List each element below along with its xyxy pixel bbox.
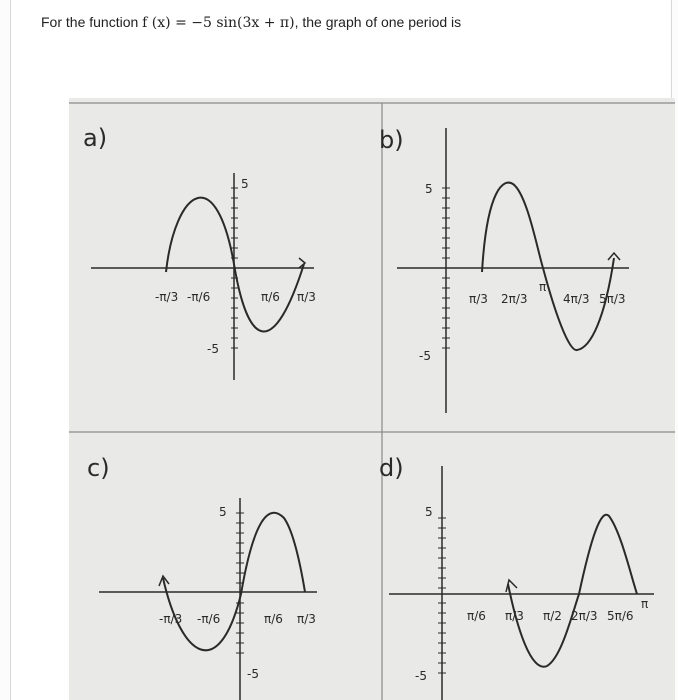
graph-d-tick-4: 2π/3	[571, 609, 598, 623]
graph-a	[83, 124, 316, 380]
graph-b-tick-1: π/3	[469, 292, 488, 306]
graph-a-tick-2: -π/6	[187, 290, 211, 304]
graph-d-tick-2: π/3	[505, 609, 524, 623]
option-b-label: b)	[379, 126, 404, 154]
graph-b-tick-5: 5π/3	[599, 292, 626, 306]
graph-d-ymax-label: 5	[425, 505, 433, 519]
graph-c-tick-2: -π/6	[197, 612, 221, 626]
option-c-label: c)	[87, 454, 110, 482]
graph-b-tick-4: 4π/3	[563, 292, 590, 306]
graph-a-tick-1: -π/3	[155, 290, 179, 304]
graph-c-tick-1: -π/3	[159, 612, 183, 626]
graph-c-tick-3: π/6	[264, 612, 283, 626]
graphs-svg	[69, 98, 675, 700]
handwritten-graphs-image	[69, 98, 675, 700]
question-text	[41, 14, 461, 31]
option-d-label: d)	[379, 454, 404, 482]
graph-d	[379, 454, 654, 700]
graph-a-ymin-label: -5	[207, 342, 219, 356]
content-frame	[10, 0, 672, 700]
graph-d-tick-3: π/2	[543, 609, 562, 623]
graph-a-tick-4: π/3	[297, 290, 316, 304]
question-function: f (x) = −5 sin(3x + π)	[142, 15, 295, 31]
graph-d-curve	[508, 515, 637, 667]
graph-b-curve	[482, 183, 614, 350]
graph-c-ymin-label: -5	[247, 667, 259, 681]
graph-c-curve	[163, 513, 305, 651]
graph-d-ymin-label: -5	[415, 669, 427, 683]
graph-d-tick-6: π	[641, 597, 649, 611]
graph-b-ymax-label: 5	[425, 182, 433, 196]
graph-b-tick-3: π	[539, 280, 547, 294]
graph-b-tick-2: 2π/3	[501, 292, 528, 306]
graph-a-ymax-label: 5	[241, 177, 249, 191]
graph-c	[87, 454, 317, 700]
question-suffix: , the graph of one period is	[294, 14, 462, 30]
graph-d-arrow	[506, 580, 517, 592]
graph-d-tick-1: π/6	[467, 609, 486, 623]
graph-b-ymin-label: -5	[419, 349, 431, 363]
graph-c-tick-4: π/3	[297, 612, 316, 626]
graph-b	[379, 126, 629, 413]
graph-d-tick-5: 5π/6	[607, 609, 634, 623]
option-a-label: a)	[83, 124, 108, 152]
graph-c-ymax-label: 5	[219, 505, 227, 519]
question-prefix: For the function	[41, 14, 143, 30]
graph-a-tick-3: π/6	[261, 290, 280, 304]
